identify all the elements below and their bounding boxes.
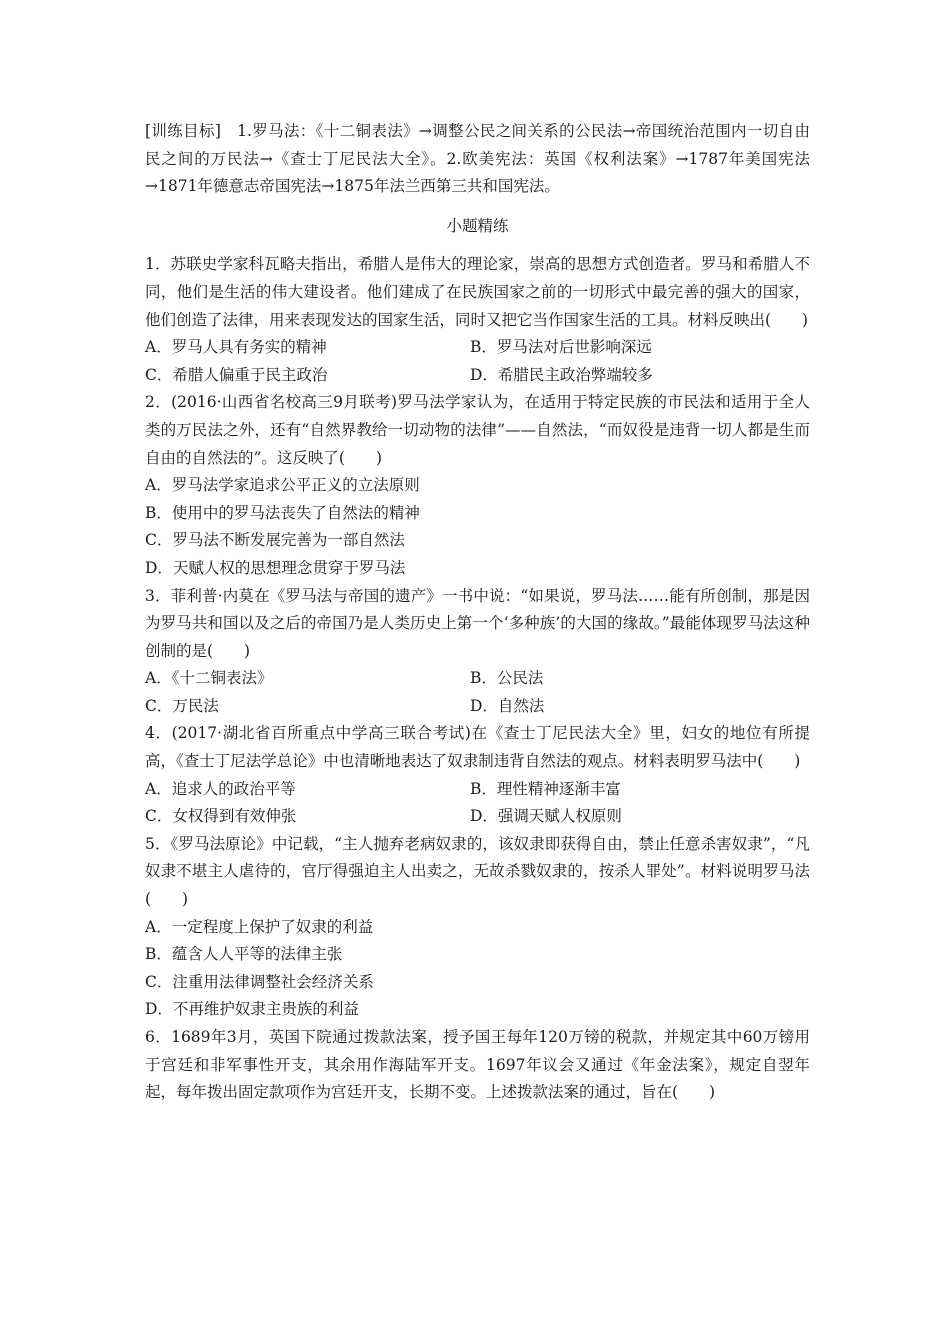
option-row xyxy=(145,776,810,804)
option-row xyxy=(145,362,810,390)
option-a: A．罗马法学家追求公平正义的立法原则 xyxy=(145,476,420,495)
option-row xyxy=(145,665,810,693)
option-d: D．天赋人权的思想理念贯穿于罗马法 xyxy=(145,558,406,577)
option-c: C．女权得到有效伸张 xyxy=(145,807,297,826)
question-stem: 2．(2016·山西省名校高三9月联考)罗马法学家认为，在适用于特定民族的市民法和适用于全人类的万民法之外，还有“自然界教给一切动物的法律”——自然法，“而奴役是违背一切人都是生而自由的自然法的”。这反映了( ) xyxy=(145,393,810,467)
option-c: C．希腊人偏重于民主政治 xyxy=(145,365,328,384)
question-2 xyxy=(145,389,810,582)
question-5 xyxy=(145,831,810,1024)
option-row xyxy=(145,803,810,831)
question-stem: 6．1689年3月，英国下院通过拨款法案，授予国王每年120万镑的税款，并规定其中60万镑用于宫廷和非军事性开支，其余用作海陆军开支。1697年议会又通过《年金法案》，规定自翌年起，每年拨出固定款项作为宫廷开支，长期不变。上述拨款法案的通过，旨在( ) xyxy=(145,1028,810,1102)
option-a: A．《十二铜表法》 xyxy=(145,669,273,688)
option-a: A．追求人的政治平等 xyxy=(145,779,296,798)
question-3 xyxy=(145,583,810,721)
question-stem: 1．苏联史学家科瓦略夫指出，希腊人是伟大的理论家，崇高的思想方式创造者。罗马和希腊人不同，他们是生活的伟大建设者。他们建成了在民族国家之前的一切形式中最完善的强大的国家，他们创造了法律，用来表现发达的国家生活，同时又把它当作国家生活的工具。材料反映出( ) xyxy=(145,255,810,329)
option-b: B．理性精神逐渐丰富 xyxy=(470,779,621,798)
option-c: C．罗马法不断发展完善为一部自然法 xyxy=(145,531,405,550)
question-1 xyxy=(145,251,810,389)
question-stem: 4．(2017·湖北省百所重点中学高三联合考试)在《查士丁尼民法大全》里，妇女的地位有所提高，《查士丁尼法学总论》中也清晰地表达了奴隶制违背自然法的观点。材料表明罗马法中( ) xyxy=(145,724,810,771)
option-b: B．蕴含人人平等的法律主张 xyxy=(145,945,343,964)
document-page xyxy=(145,118,810,1107)
option-b: B．公民法 xyxy=(470,669,544,688)
option-b: B．使用中的罗马法丧失了自然法的精神 xyxy=(145,503,420,522)
option-d: D．希腊民主政治弊端较多 xyxy=(470,365,653,384)
question-4 xyxy=(145,720,810,830)
question-stem: 5．《罗马法原论》中记载，“主人抛弃老病奴隶的，该奴隶即获得自由，禁止任意杀害奴隶”，“凡奴隶不堪主人虐待的，官厅得强迫主人出卖之，无故杀戮奴隶的，按杀人罪处”。材料说明罗马法( ) xyxy=(145,834,810,909)
section-title: 小题精练 xyxy=(446,216,509,235)
option-a: A．一定程度上保护了奴隶的利益 xyxy=(145,917,374,936)
option-d: D．强调天赋人权原则 xyxy=(470,807,622,826)
option-c: C．万民法 xyxy=(145,696,219,715)
option-d: D．不再维护奴隶主贵族的利益 xyxy=(145,1000,359,1019)
option-c: C．注重用法律调整社会经济关系 xyxy=(145,972,374,991)
option-b: B．罗马法对后世影响深远 xyxy=(470,338,652,357)
training-goal-paragraph: [训练目标] 1.罗马法：《十二铜表法》→调整公民之间关系的公民法→帝国统治范围内一切自由民之间的万民法→《查士丁尼民法大全》。2.欧美宪法：英国《权利法案》→1787年美国宪法→1871年德意志帝国宪法→1875年法兰西第三共和国宪法。 xyxy=(145,122,810,196)
option-d: D．自然法 xyxy=(470,696,545,715)
question-6 xyxy=(145,1024,810,1107)
question-stem: 3．菲利普·内莫在《罗马法与帝国的遗产》一书中说：“如果说，罗马法……能有所创制，那是因为罗马共和国以及之后的帝国乃是人类历史上第一个‘多种族’的大国的缘故。”最能体现罗马法这种创制的是( ) xyxy=(145,586,810,660)
option-a: A．罗马人具有务实的精神 xyxy=(145,338,327,357)
option-row xyxy=(145,693,810,721)
option-row xyxy=(145,334,810,362)
